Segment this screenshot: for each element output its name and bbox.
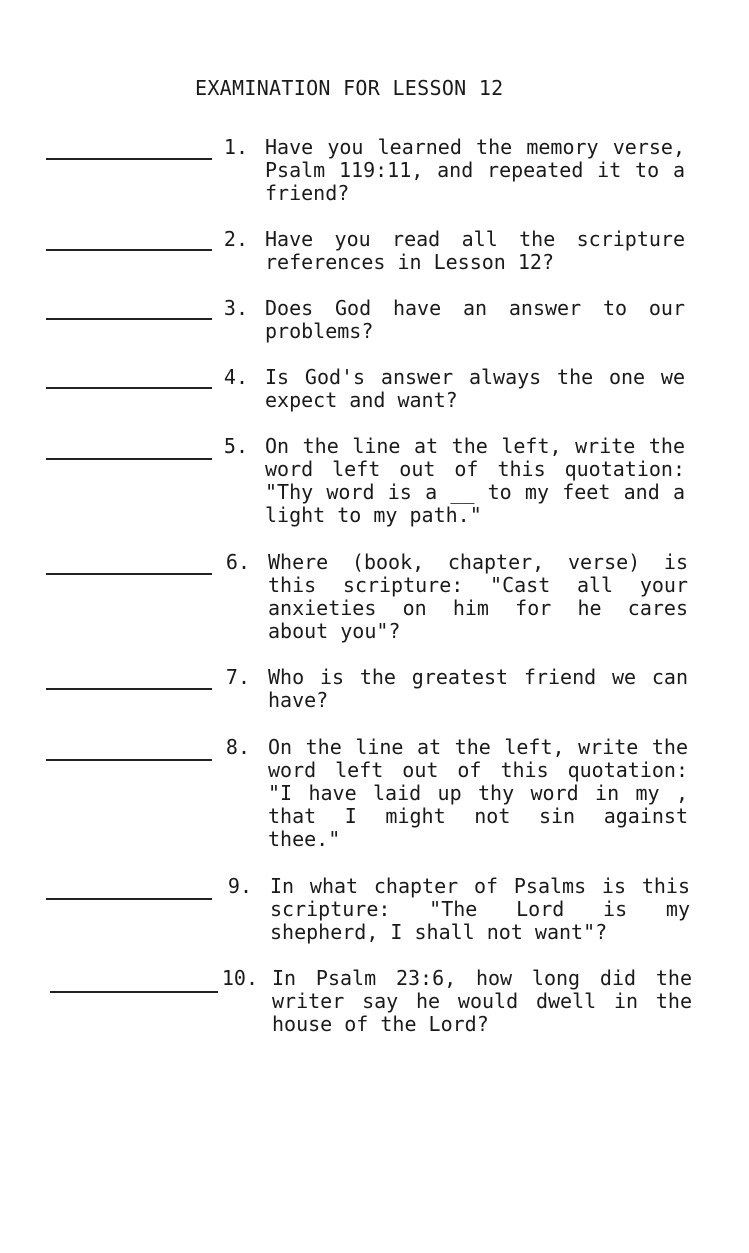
question-number: 10. [221, 966, 258, 990]
question-1 [0, 135, 749, 205]
question-9 [0, 874, 749, 944]
answer-line-5[interactable] [46, 458, 212, 460]
answer-line-10[interactable] [50, 991, 218, 993]
question-text: In Psalm 23:6, how long did the writer say he would dwell in the house of the Lord? [272, 966, 692, 1036]
question-number: 5. [223, 434, 248, 458]
question-4 [0, 366, 749, 426]
question-6 [0, 550, 749, 643]
question-text: Have you read all the scripture references in Lesson 12? [265, 227, 685, 274]
answer-line-2[interactable] [46, 249, 212, 251]
exam-title: EXAMINATION FOR LESSON 12 [195, 76, 504, 100]
question-number: 3. [223, 296, 248, 320]
answer-line-7[interactable] [46, 688, 212, 690]
question-text: Have you learned the memory verse, Psalm 119:11, and repeated it to a friend? [265, 135, 685, 205]
question-number: 7. [225, 665, 250, 689]
question-text: On the line at the left, write the word left out of this quotation: "I have laid up thy word in my , that I might not sin against thee." [268, 735, 688, 851]
question-number: 8. [225, 735, 250, 759]
question-8 [0, 735, 749, 851]
answer-line-8[interactable] [46, 759, 212, 761]
question-text: Does God have an answer to our problems? [265, 296, 685, 343]
answer-line-4[interactable] [46, 387, 212, 389]
question-text: Where (book, chapter, verse) is this scripture: "Cast all your anxieties on him for he cares about you"? [268, 550, 688, 643]
question-7 [0, 666, 749, 726]
question-text: In what chapter of Psalms is this scripture: "The Lord is my shepherd, I shall not want"? [270, 874, 690, 944]
question-3 [0, 297, 749, 357]
answer-line-6[interactable] [46, 573, 212, 575]
answer-line-9[interactable] [46, 898, 212, 900]
question-5 [0, 434, 749, 527]
question-number: 1. [223, 135, 248, 159]
question-10 [0, 966, 749, 1036]
question-text: Is God's answer always the one we expect and want? [265, 365, 685, 412]
question-number: 6. [225, 550, 250, 574]
question-text: On the line at the left, write the word left out of this quotation: "Thy word is a __ to my feet and a light to my path." [265, 434, 685, 527]
question-number: 2. [223, 227, 248, 251]
answer-line-1[interactable] [46, 158, 212, 160]
question-2 [0, 228, 749, 288]
answer-line-3[interactable] [46, 318, 212, 320]
question-text: Who is the greatest friend we can have? [268, 665, 688, 712]
question-number: 9. [227, 874, 252, 898]
question-number: 4. [223, 365, 248, 389]
